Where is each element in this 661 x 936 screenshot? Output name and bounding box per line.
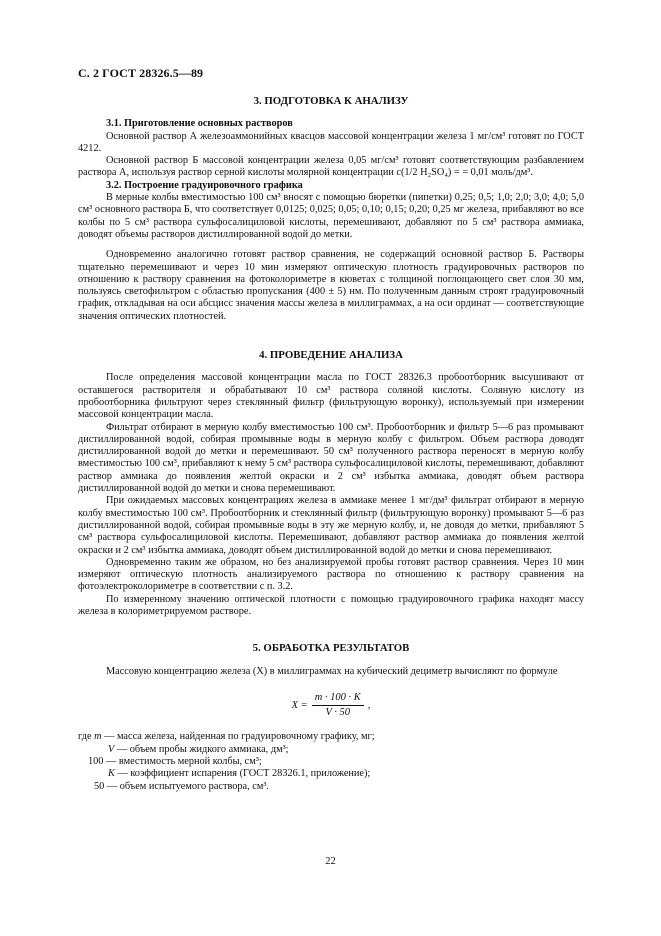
variable-definitions	[78, 731, 584, 792]
section-5-title: 5. ОБРАБОТКА РЕЗУЛЬТАТОВ	[252, 642, 410, 655]
section-3-paragraph-2: Основной раствор Б массовой концентрации железа 0,05 мг/см³ готовят соответствующим разбавлением раствора А, используя раствор серной кислоты молярной концентрации c(1/2 H₂SO₄) = = 0,01 моль/дм³.	[78, 155, 584, 179]
definition-symbol: 100	[88, 756, 104, 768]
section-4-paragraph-4: Одновременно таким же образом, но без анализируемой пробы готовят раствор сравнения. Через 10 мин измеряют оптическую плотность анализируемого раствора по отношению к раствору сравнения на фотоэлектроколориметре в соответствии с п. 3.2.	[78, 556, 584, 593]
definition-text: — объем испытуемого раствора, см³.	[104, 780, 270, 792]
page-number: 22	[325, 856, 336, 867]
definition-item	[78, 744, 584, 756]
section-4-paragraph-2: Фильтрат отбирают в мерную колбу вместимостью 100 см³. Пробоотборник и фильтр 5—6 раз промывают дистиллированной водой, собирая промывные воды в мерную колбу с фильтром. Объем раствора доводят дистиллированной водой до метки и перемешивают. 50 см³ полученного раствора переносят в мерную колбу вместимостью 100 см³, прибавляют к нему 5 см³ раствора сульфосалициловой кислоты, перемешивают, добавляют раствор аммиака до появления желтой окраски и 2 см³ избытка аммиака, доводят объем раствора дистиллированной водой до метки и снова перемешивают.	[78, 421, 584, 495]
definition-prefix: где	[78, 731, 95, 743]
page-header: С. 2 ГОСТ 28326.5—89	[78, 66, 204, 80]
definition-symbol: V	[108, 743, 115, 755]
subsection-3-2-title: 3.2. Построение градуировочного графика	[106, 179, 303, 191]
definition-text: — объем пробы жидкого аммиака, дм³;	[114, 743, 289, 755]
formula-denominator: V · 50	[325, 707, 351, 719]
definition-text: — вместимость мерной колбы, см³;	[103, 756, 262, 768]
subsection-3-1-title: 3.1. Приготовление основных растворов	[106, 118, 293, 130]
formula-tail: ,	[367, 699, 371, 711]
definition-text: — масса железа, найденная по градуировочному графику, мг;	[101, 731, 375, 743]
section-4-paragraph-5: По измеренному значению оптической плотности с помощью градуировочного графика находят массу железа в колориметрируемом растворе.	[78, 593, 584, 617]
definition-symbol: m	[94, 731, 102, 743]
section-4-title: 4. ПРОВЕДЕНИЕ АНАЛИЗА	[259, 349, 403, 362]
section-3-title: 3. ПОДГОТОВКА К АНАЛИЗУ	[253, 95, 409, 107]
definition-symbol: K	[108, 768, 115, 780]
formula-lhs: X =	[291, 699, 308, 711]
section-3-paragraph-3: В мерные колбы вместимостью 100 см³ вносят с помощью бюретки (пипетки) 0,25; 0,5; 1,0; 2,0; 3,0; 4,0; 5,0 см³ основного раствора Б, что соответствует 0,0125; 0,025; 0,05; 0,10; 0,15; 0,20; 0,25 мг железа, прибавляют во все колбы по 5 см³ раствора сульфосалициловой кислоты, перемешивают, добавляют по 5 см³ раствора аммиака, доводят объемы растворов дистиллированной водой до метки.	[78, 192, 584, 240]
document-body	[78, 95, 584, 793]
formula-fraction	[312, 692, 364, 720]
definition-item	[78, 731, 584, 743]
formula-numerator: m · 100 · K	[312, 692, 364, 706]
section-3-paragraph-1: Основной раствор А железоаммонийных квасцов массовой концентрации железа 1 мг/см³ готовят по ГОСТ 4212.	[78, 130, 584, 154]
definition-item	[78, 768, 584, 780]
definition-text: — коэффициент испарения (ГОСТ 28326.1, приложение);	[114, 768, 371, 780]
definition-symbol: 50	[94, 780, 105, 792]
formula	[78, 692, 584, 720]
definition-item	[78, 756, 584, 768]
section-4-paragraph-1: После определения массовой концентрации масла по ГОСТ 28326.3 пробоотборник высушивают от оставшегося растворителя и обрабатывают 10 см³ раствора соляной кислоты. Соляную кислоту из пробоотборника фильтруют через стеклянный фильтр (фильтрующую воронку), используемый при измерении массовой концентрации масла.	[78, 372, 584, 421]
section-4-paragraph-3: При ожидаемых массовых концентрациях железа в аммиаке менее 1 мг/дм³ фильтрат отбирают в мерную колбу вместимостью 100 см³. Пробоотборник и стеклянный фильтр (фильтрующую воронку) промывают 5—6 раз дистиллированной водой, собирая промывные воды в эту же мерную колбу, и, не доводя до метки, прибавляют 5 см³ раствора сульфосалициловой кислоты. Перемешивают, добавляют раствор аммиака до появления желтой окраски и 2 см³ избытка аммиака, доводят объем дистиллированной водой до метки и снова перемешивают.	[78, 495, 584, 556]
section-3-paragraph-4: Одновременно аналогично готовят раствор сравнения, не содержащий основной раствор Б. Растворы тщательно перемешивают и через 10 мин измеряют оптическую плотность градуировочных растворов по отношению к раствору сравнения на фотоколориметре в кюветах с толщиной поглощающего свет слоя 30 мм, пользуясь светофильтром с областью пропускания (400 ± 5) нм. По полученным данным строят градуировочный график, откладывая на оси абсцисс значения массы железа в миллиграммах, а на оси ординат — соответствующие значения оптических плотностей.	[78, 249, 584, 322]
section-5-paragraph-1: Массовую концентрацию железа (X) в миллиграммах на кубический дециметр вычисляют по формуле	[106, 665, 558, 677]
definition-item	[78, 781, 584, 793]
